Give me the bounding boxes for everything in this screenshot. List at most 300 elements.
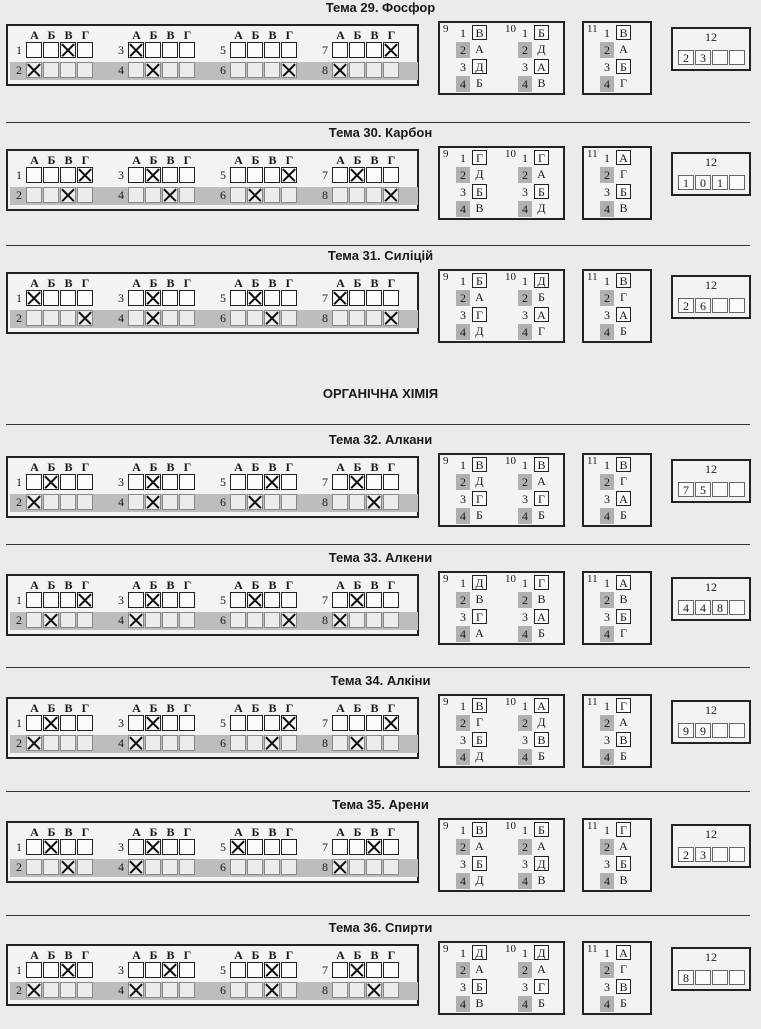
match-answer[interactable]: Г [472,491,487,506]
match-answer[interactable]: Г [616,698,631,713]
answer-cell-marked[interactable] [349,167,365,183]
answer-cell[interactable] [179,735,195,751]
answer-cell[interactable] [179,962,195,978]
answer-cell[interactable] [332,592,348,608]
match-answer[interactable]: Д [537,42,546,56]
match-answer[interactable]: Б [472,184,487,199]
answer-cell[interactable] [230,474,246,490]
answer-cell[interactable] [26,715,42,731]
digit-cell[interactable]: 2 [678,298,694,313]
match-answer[interactable]: В [472,25,487,40]
answer-cell[interactable] [281,839,297,855]
answer-cell[interactable] [77,962,93,978]
answer-cell[interactable] [281,42,297,58]
answer-cell-marked[interactable] [247,494,263,510]
match-answer[interactable]: Г [538,324,545,338]
answer-cell-marked[interactable] [60,42,76,58]
answer-cell[interactable] [43,290,59,306]
match-answer[interactable]: Д [475,167,484,181]
answer-cell[interactable] [264,42,280,58]
answer-cell-marked[interactable] [247,187,263,203]
match-answer[interactable]: В [534,457,549,472]
answer-cell[interactable] [383,982,399,998]
answer-cell[interactable] [247,62,263,78]
digit-cell[interactable] [712,847,728,862]
answer-cell[interactable] [162,735,178,751]
answer-cell[interactable] [230,592,246,608]
answer-cell[interactable] [366,290,382,306]
answer-cell[interactable] [179,187,195,203]
digit-cell[interactable]: 1 [712,175,728,190]
answer-cell[interactable] [230,962,246,978]
answer-cell[interactable] [281,290,297,306]
answer-cell-marked[interactable] [145,839,161,855]
answer-cell[interactable] [383,167,399,183]
answer-cell[interactable] [162,167,178,183]
match-answer[interactable]: Г [534,150,549,165]
digit-cell[interactable] [712,482,728,497]
answer-cell-marked[interactable] [281,62,297,78]
answer-cell[interactable] [43,167,59,183]
match-answer[interactable]: Д [537,715,546,729]
answer-cell-marked[interactable] [60,962,76,978]
match-answer[interactable]: Г [472,150,487,165]
digit-cell[interactable] [729,600,745,615]
answer-cell[interactable] [230,735,246,751]
answer-cell[interactable] [26,592,42,608]
match-answer[interactable]: В [619,592,628,606]
answer-cell[interactable] [60,167,76,183]
match-answer[interactable]: Б [620,508,627,522]
answer-cell[interactable] [366,612,382,628]
match-answer[interactable]: А [534,698,549,713]
answer-cell[interactable] [43,62,59,78]
answer-cell-marked[interactable] [26,290,42,306]
answer-cell-marked[interactable] [366,982,382,998]
answer-cell[interactable] [60,612,76,628]
answer-cell[interactable] [383,494,399,510]
answer-cell[interactable] [43,494,59,510]
answer-cell[interactable] [60,494,76,510]
answer-cell[interactable] [60,310,76,326]
answer-cell[interactable] [281,494,297,510]
answer-cell[interactable] [383,735,399,751]
answer-cell[interactable] [43,310,59,326]
match-answer[interactable]: Б [476,76,483,90]
answer-cell[interactable] [162,592,178,608]
answer-cell-marked[interactable] [43,715,59,731]
answer-cell[interactable] [43,42,59,58]
answer-cell[interactable] [247,839,263,855]
answer-cell-marked[interactable] [26,735,42,751]
match-answer[interactable]: А [534,307,549,322]
match-answer[interactable]: Д [472,945,487,960]
answer-cell[interactable] [349,859,365,875]
answer-cell-marked[interactable] [247,290,263,306]
answer-cell-marked[interactable] [128,612,144,628]
match-answer[interactable]: В [472,822,487,837]
match-answer[interactable]: Г [620,474,627,488]
digit-cell[interactable] [712,298,728,313]
match-answer[interactable]: В [616,732,631,747]
answer-cell-marked[interactable] [383,715,399,731]
match-answer[interactable]: Б [616,184,631,199]
answer-cell[interactable] [230,982,246,998]
answer-cell[interactable] [60,735,76,751]
answer-cell[interactable] [162,839,178,855]
answer-cell[interactable] [179,839,195,855]
answer-cell[interactable] [43,982,59,998]
answer-cell[interactable] [230,494,246,510]
answer-cell[interactable] [247,982,263,998]
digit-cell[interactable] [712,970,728,985]
match-answer[interactable]: Б [534,184,549,199]
answer-cell[interactable] [230,859,246,875]
answer-cell[interactable] [145,962,161,978]
answer-cell[interactable] [366,310,382,326]
answer-cell-marked[interactable] [332,62,348,78]
match-answer[interactable]: В [616,457,631,472]
answer-cell[interactable] [162,982,178,998]
answer-cell[interactable] [332,962,348,978]
match-answer[interactable]: Д [475,873,484,887]
answer-cell-marked[interactable] [264,962,280,978]
answer-cell[interactable] [366,735,382,751]
answer-cell-marked[interactable] [145,494,161,510]
answer-cell[interactable] [26,859,42,875]
answer-cell[interactable] [366,42,382,58]
answer-cell-marked[interactable] [366,839,382,855]
digit-cell[interactable] [712,723,728,738]
digit-cell[interactable]: 2 [678,50,694,65]
match-answer[interactable]: А [616,945,631,960]
digit-cell[interactable]: 1 [678,175,694,190]
answer-cell[interactable] [128,962,144,978]
answer-cell[interactable] [145,612,161,628]
answer-cell[interactable] [349,982,365,998]
match-answer[interactable]: А [537,962,546,976]
answer-cell[interactable] [332,982,348,998]
answer-cell[interactable] [383,962,399,978]
match-answer[interactable]: Б [620,996,627,1010]
match-answer[interactable]: Б [616,609,631,624]
match-answer[interactable]: Б [616,856,631,871]
answer-cell-marked[interactable] [26,982,42,998]
answer-cell-marked[interactable] [145,592,161,608]
match-answer[interactable]: Д [472,59,487,74]
answer-cell[interactable] [247,42,263,58]
answer-cell-marked[interactable] [281,715,297,731]
answer-cell[interactable] [383,62,399,78]
answer-cell[interactable] [145,187,161,203]
match-answer[interactable]: Г [472,609,487,624]
answer-cell-marked[interactable] [281,167,297,183]
match-answer[interactable]: В [616,979,631,994]
answer-cell[interactable] [128,839,144,855]
answer-cell-marked[interactable] [383,187,399,203]
match-answer[interactable]: Г [534,979,549,994]
answer-cell[interactable] [349,290,365,306]
answer-cell[interactable] [179,715,195,731]
answer-cell[interactable] [230,62,246,78]
answer-cell[interactable] [332,715,348,731]
answer-cell[interactable] [247,612,263,628]
answer-cell[interactable] [366,187,382,203]
answer-cell-marked[interactable] [128,735,144,751]
match-answer[interactable]: А [475,962,484,976]
match-answer[interactable]: Г [472,307,487,322]
match-answer[interactable]: В [475,996,484,1010]
match-answer[interactable]: Г [534,491,549,506]
match-answer[interactable]: А [475,42,484,56]
match-answer[interactable]: А [619,839,628,853]
answer-cell-marked[interactable] [77,310,93,326]
match-answer[interactable]: Б [472,273,487,288]
match-answer[interactable]: Б [538,996,545,1010]
answer-cell[interactable] [26,474,42,490]
answer-cell[interactable] [77,187,93,203]
match-answer[interactable]: Б [534,25,549,40]
answer-cell[interactable] [383,839,399,855]
match-answer[interactable]: А [616,307,631,322]
answer-cell[interactable] [26,42,42,58]
match-answer[interactable]: А [537,474,546,488]
digit-cell[interactable]: 4 [695,600,711,615]
answer-cell[interactable] [179,474,195,490]
answer-cell[interactable] [162,62,178,78]
answer-cell[interactable] [366,962,382,978]
match-answer[interactable]: Б [538,290,545,304]
answer-cell[interactable] [77,735,93,751]
answer-cell-marked[interactable] [332,612,348,628]
answer-cell[interactable] [179,494,195,510]
match-answer[interactable]: Б [534,822,549,837]
answer-cell[interactable] [247,859,263,875]
answer-cell[interactable] [349,715,365,731]
match-answer[interactable]: Б [620,749,627,763]
answer-cell[interactable] [145,859,161,875]
match-answer[interactable]: Г [476,715,483,729]
match-answer[interactable]: А [619,715,628,729]
answer-cell[interactable] [43,735,59,751]
answer-cell[interactable] [247,474,263,490]
answer-cell-marked[interactable] [281,612,297,628]
answer-cell[interactable] [247,310,263,326]
answer-cell-marked[interactable] [162,187,178,203]
answer-cell[interactable] [77,839,93,855]
answer-cell[interactable] [230,715,246,731]
answer-cell[interactable] [264,592,280,608]
answer-cell[interactable] [349,494,365,510]
answer-cell[interactable] [230,290,246,306]
digit-cell[interactable] [712,50,728,65]
match-answer[interactable]: В [616,25,631,40]
answer-cell[interactable] [162,859,178,875]
answer-cell[interactable] [366,62,382,78]
answer-cell[interactable] [162,474,178,490]
answer-cell[interactable] [332,310,348,326]
answer-cell[interactable] [60,839,76,855]
answer-cell-marked[interactable] [349,735,365,751]
answer-cell[interactable] [77,859,93,875]
answer-cell[interactable] [230,310,246,326]
answer-cell[interactable] [26,612,42,628]
answer-cell-marked[interactable] [230,839,246,855]
answer-cell[interactable] [349,62,365,78]
answer-cell[interactable] [281,187,297,203]
answer-cell[interactable] [162,310,178,326]
match-answer[interactable]: Б [538,626,545,640]
digit-cell[interactable] [695,970,711,985]
answer-cell[interactable] [162,715,178,731]
answer-cell[interactable] [230,167,246,183]
digit-cell[interactable]: 3 [695,847,711,862]
answer-cell[interactable] [128,715,144,731]
digit-cell[interactable]: 0 [695,175,711,190]
match-answer[interactable]: А [534,59,549,74]
match-answer[interactable]: Д [475,324,484,338]
answer-cell[interactable] [281,962,297,978]
answer-cell[interactable] [230,612,246,628]
answer-cell[interactable] [43,962,59,978]
answer-cell[interactable] [281,735,297,751]
match-answer[interactable]: В [472,698,487,713]
answer-cell[interactable] [264,187,280,203]
answer-cell-marked[interactable] [366,494,382,510]
answer-cell[interactable] [179,612,195,628]
match-answer[interactable]: В [619,873,628,887]
match-answer[interactable]: Д [472,575,487,590]
match-answer[interactable]: В [537,592,546,606]
answer-cell-marked[interactable] [128,982,144,998]
answer-cell[interactable] [366,592,382,608]
answer-cell-marked[interactable] [26,62,42,78]
answer-cell[interactable] [77,42,93,58]
answer-cell[interactable] [162,42,178,58]
answer-cell-marked[interactable] [247,592,263,608]
match-answer[interactable]: А [475,626,484,640]
answer-cell[interactable] [179,310,195,326]
answer-cell[interactable] [26,187,42,203]
answer-cell[interactable] [230,42,246,58]
match-answer[interactable]: А [619,42,628,56]
digit-cell[interactable]: 9 [695,723,711,738]
match-answer[interactable]: А [616,575,631,590]
answer-cell-marked[interactable] [383,42,399,58]
answer-cell-marked[interactable] [43,612,59,628]
answer-cell[interactable] [77,290,93,306]
answer-cell[interactable] [230,187,246,203]
answer-cell-marked[interactable] [60,187,76,203]
answer-cell-marked[interactable] [128,42,144,58]
digit-cell[interactable] [729,175,745,190]
match-answer[interactable]: А [537,839,546,853]
answer-cell-marked[interactable] [77,167,93,183]
answer-cell[interactable] [128,290,144,306]
digit-cell[interactable]: 5 [695,482,711,497]
answer-cell[interactable] [43,187,59,203]
match-answer[interactable]: В [616,273,631,288]
answer-cell[interactable] [264,62,280,78]
answer-cell[interactable] [43,859,59,875]
digit-cell[interactable]: 3 [695,50,711,65]
answer-cell-marked[interactable] [383,310,399,326]
answer-cell[interactable] [26,310,42,326]
answer-cell[interactable] [281,982,297,998]
digit-cell[interactable] [729,723,745,738]
answer-cell-marked[interactable] [349,592,365,608]
match-answer[interactable]: Д [534,945,549,960]
answer-cell[interactable] [145,735,161,751]
answer-cell[interactable] [366,474,382,490]
answer-cell-marked[interactable] [145,715,161,731]
answer-cell[interactable] [145,42,161,58]
answer-cell[interactable] [77,62,93,78]
answer-cell[interactable] [247,735,263,751]
match-answer[interactable]: Г [620,962,627,976]
answer-cell-marked[interactable] [264,735,280,751]
match-answer[interactable]: Б [472,856,487,871]
answer-cell[interactable] [179,62,195,78]
answer-cell-marked[interactable] [264,474,280,490]
answer-cell[interactable] [60,474,76,490]
answer-cell[interactable] [128,62,144,78]
answer-cell[interactable] [264,715,280,731]
answer-cell-marked[interactable] [145,167,161,183]
match-answer[interactable]: Б [538,508,545,522]
match-answer[interactable]: Б [472,979,487,994]
digit-cell[interactable]: 2 [678,847,694,862]
answer-cell[interactable] [247,167,263,183]
answer-cell[interactable] [128,494,144,510]
answer-cell[interactable] [366,167,382,183]
answer-cell[interactable] [247,962,263,978]
answer-cell-marked[interactable] [145,310,161,326]
digit-cell[interactable]: 6 [695,298,711,313]
answer-cell-marked[interactable] [77,592,93,608]
answer-cell-marked[interactable] [349,474,365,490]
digit-cell[interactable] [729,482,745,497]
answer-cell[interactable] [264,494,280,510]
answer-cell[interactable] [281,859,297,875]
answer-cell[interactable] [332,187,348,203]
answer-cell[interactable] [77,474,93,490]
digit-cell[interactable]: 8 [712,600,728,615]
answer-cell-marked[interactable] [264,310,280,326]
answer-cell[interactable] [264,167,280,183]
match-answer[interactable]: Г [616,822,631,837]
answer-cell[interactable] [383,474,399,490]
answer-cell[interactable] [349,187,365,203]
match-answer[interactable]: Г [534,575,549,590]
match-answer[interactable]: Б [476,508,483,522]
answer-cell[interactable] [264,290,280,306]
match-answer[interactable]: В [534,732,549,747]
answer-cell-marked[interactable] [43,839,59,855]
answer-cell-marked[interactable] [264,982,280,998]
match-answer[interactable]: А [616,150,631,165]
digit-cell[interactable] [729,847,745,862]
answer-cell[interactable] [162,494,178,510]
answer-cell[interactable] [26,839,42,855]
match-answer[interactable]: В [472,457,487,472]
answer-cell[interactable] [366,859,382,875]
answer-cell[interactable] [128,310,144,326]
match-answer[interactable]: А [534,609,549,624]
answer-cell[interactable] [60,982,76,998]
answer-cell[interactable] [383,290,399,306]
match-answer[interactable]: В [537,76,546,90]
